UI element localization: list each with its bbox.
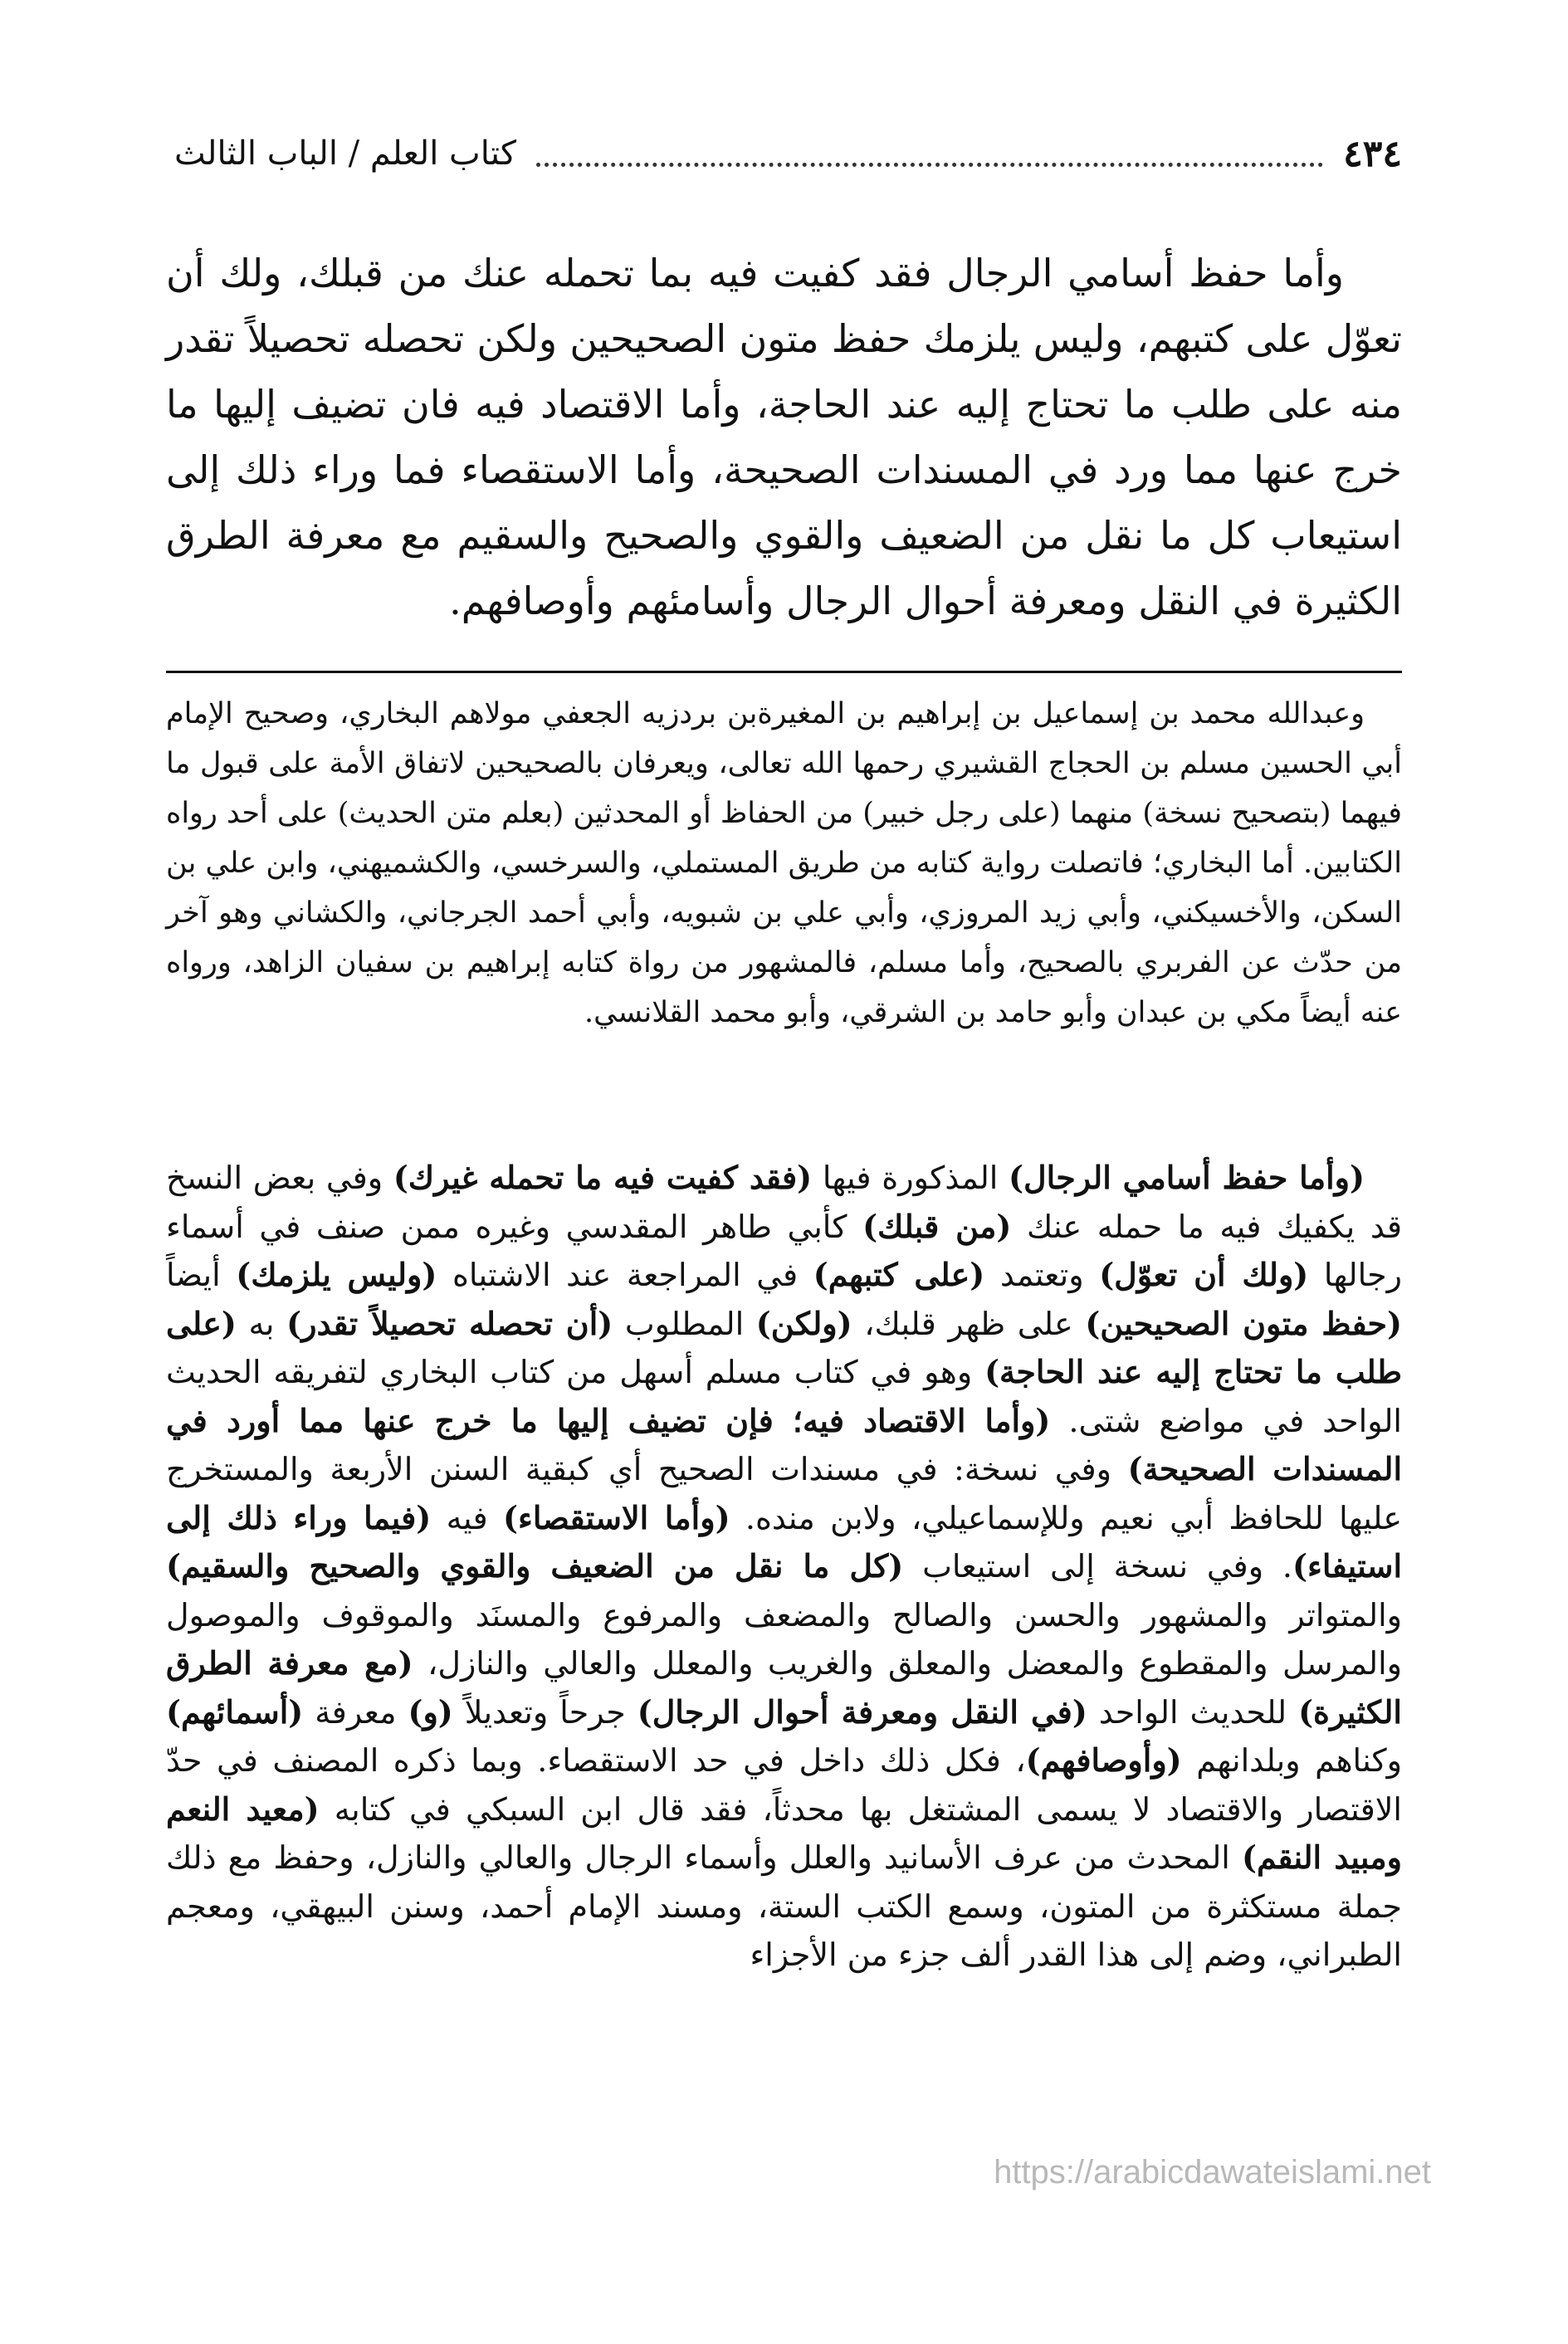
commentary-segment: وكناهم وبلدانهم (1181, 1742, 1402, 1779)
quoted-matn-segment: (معيد النعم ومبيد النقم) (166, 1790, 1402, 1876)
page-header (174, 125, 1402, 183)
commentary-segment: وفي نسخة: في مسندات الصحيح أي كبقية السنن الأربعة والمستخرج عليها للحافظ أبي نعيم وللإسماعيلي، ولابن منده. (166, 1451, 1402, 1536)
quoted-matn-segment: (من قبلك) (862, 1207, 1012, 1245)
commentary-segment: للحديث الواحد (1087, 1693, 1299, 1731)
watermark-url: https://arabicdawateislami.net (994, 2154, 1431, 2190)
commentary-segment: كأبي طاهر المقدسي وغيره ممن صنف في أسماء رجالها (166, 1208, 1403, 1293)
commentary-segment: وفي بعض النسخ قد يكفيك فيه ما حمله عنك (166, 1160, 1402, 1245)
commentary-segment: به (236, 1305, 287, 1342)
commentary-block (166, 1154, 1402, 1980)
quoted-matn-segment: (أن تحصله تحصيلاً تقدر) (286, 1304, 613, 1342)
commentary-segment: المطلوب (613, 1305, 756, 1342)
quoted-matn-segment: (كل ما نقل من الضعيف والقوي والصحيح والسقيم) (166, 1547, 904, 1585)
quoted-matn-segment: (فيما وراء ذلك إلى استيفاء) (166, 1498, 1402, 1585)
main-paragraph: وأما حفظ أسامي الرجال فقد كفيت فيه بما تحمله عنك من قبلك، ولك أن تعوّل على كتبهم، وليس يلزمك حفظ متون الصحيحين ولكن تحصله تحصيلاً تقدر منه على طلب ما تحتاج إليه عند الحاجة، وأما الاقتصاد فيه فان تضيف إليها ما خرج عنها مما ورد في المسندات الصحيحة، وأما الاستقصاء فما وراء ذلك إلى استيعاب كل ما نقل من الضعيف والقوي والصحيح والسقيم مع معرفة الطرق الكثيرة في النقل ومعرفة أحوال الرجال وأسامئهم وأوصافهم. (166, 251, 1402, 623)
commentary-segment: جرحاً وتعديلاً (452, 1693, 637, 1731)
commentary-segment: المحدث من عرف الأسانيد والعلل وأسماء الرجال والعالي والنازل، وحفظ مع ذلك جملة مستكثرة من المتون، وسمع الكتب الستة، ومسند الإمام أحمد، وسنن البيهقي، ومعجم الطبراني، وضم إلى هذا القدر ألف جزء من الأجزاء (166, 1839, 1402, 1973)
commentary-segment: المذكورة فيها (812, 1160, 1009, 1196)
quoted-matn-segment: (وأما حفظ أسامي الرجال) (1009, 1159, 1365, 1196)
commentary-paragraph (166, 1154, 1402, 1980)
quoted-matn-segment: (ولكن) (755, 1304, 852, 1342)
quoted-matn-segment: (وأما الاقتصاد فيه؛ فإن تضيف إليها ما خرج عنها مما أورد في المسندات الصحيحة) (166, 1401, 1402, 1487)
quoted-matn-segment: (في النقل ومعرفة أحوال الرجال) (637, 1692, 1087, 1731)
quoted-matn-segment: (وأوصافهم) (1025, 1741, 1182, 1779)
quoted-matn-segment: (وأما الاستقصاء) (503, 1498, 730, 1536)
quoted-matn-segment: (مع معرفة الطرق الكثيرة) (166, 1644, 1402, 1731)
quoted-matn-segment: (على طلب ما تحتاج إليه عند الحاجة) (166, 1304, 1402, 1390)
quoted-matn-segment: (أسمائهم) (166, 1692, 304, 1731)
commentary-segment: . وفي نسخة إلى استيعاب (903, 1548, 1293, 1585)
quoted-matn-segment: (ولك أن تعوّل) (1099, 1256, 1309, 1293)
quoted-matn-segment: (على كتبهم) (813, 1256, 985, 1293)
header-dotted-leader (536, 158, 1323, 167)
quoted-matn-segment: (فقد كفيت فيه ما تحمله غيرك) (393, 1159, 813, 1196)
page-number: ٤٣٤ (1343, 132, 1402, 175)
running-title: كتاب العلم / الباب الثالث (174, 134, 516, 173)
quoted-matn-segment: (حفظ متون الصحيحين) (1085, 1304, 1403, 1342)
text-separator-line (166, 671, 1402, 673)
commentary-segment: وتعتمد (984, 1257, 1100, 1293)
commentary-segment: على ظهر قلبك، (852, 1305, 1086, 1342)
commentary-segment: وهو في كتاب مسلم أسهل من كتاب البخاري لتفريقه الحديث الواحد في مواضع شتى. (166, 1354, 1402, 1439)
commentary-segment: في المراجعة عند الاشتباه (437, 1257, 813, 1293)
footnote-paragraph: وعبدالله محمد بن إسماعيل بن إبراهيم بن المغيرةبن بردزيه الجعفي مولاهم البخاري، وصحيح الإمام أبي الحسين مسلم بن الحجاج القشيري رحمها الله تعالى، ويعرفان بالصحيحين لاتفاق الأمة على قبول ما فيهما (بتصحيح نسخة) منهما (على رجل خبير) من الحفاظ أو المحدثين (بعلم متن الحديث) على أحد رواه الكتابين. أما البخاري؛ فاتصلت رواية كتابه من طريق المستملي، والسرخسي، والكشميهني، وابن علي بن السكن، والأخسيكني، وأبي زيد المروزي، وأبي علي بن شبويه، وأبي أحمد الجرجاني، والكشاني وهو آخر من حدّث عن الفربري بالصحيح، وأما مسلم، فالمشهور من رواة كتابه إبراهيم بن سفيان الزاهد، ورواه عنه أيضاً مكي بن عبدان وأبو حامد بن الشرقي، وأبو محمد القلانسي. (166, 697, 1402, 1029)
commentary-segment: أيضاً (166, 1257, 237, 1293)
commentary-segment: والمتواتر والمشهور والحسن والصالح والمضعف والمرفوع والمسنَد والموقوف والموصول والمرسل والمقطوع والمعضل والمعلق والغريب والمعلل والعالي والنازل، (166, 1596, 1402, 1682)
commentary-segment: ، فكل ذلك داخل في حد الاستقصاء. وبما ذكره المصنف في حدّ الاقتصار والاقتصاد لا يسمى المشتغل بها محدثاً، فقد قال ابن السبكي في كتابه (166, 1742, 1402, 1828)
quoted-matn-segment: (و) (408, 1692, 453, 1731)
commentary-segment: معرفة (303, 1693, 408, 1731)
quoted-matn-segment: (وليس يلزمك) (236, 1256, 437, 1293)
main-text (166, 241, 1402, 634)
commentary-segment: فيه (431, 1499, 504, 1536)
footnote-block (166, 689, 1402, 1038)
